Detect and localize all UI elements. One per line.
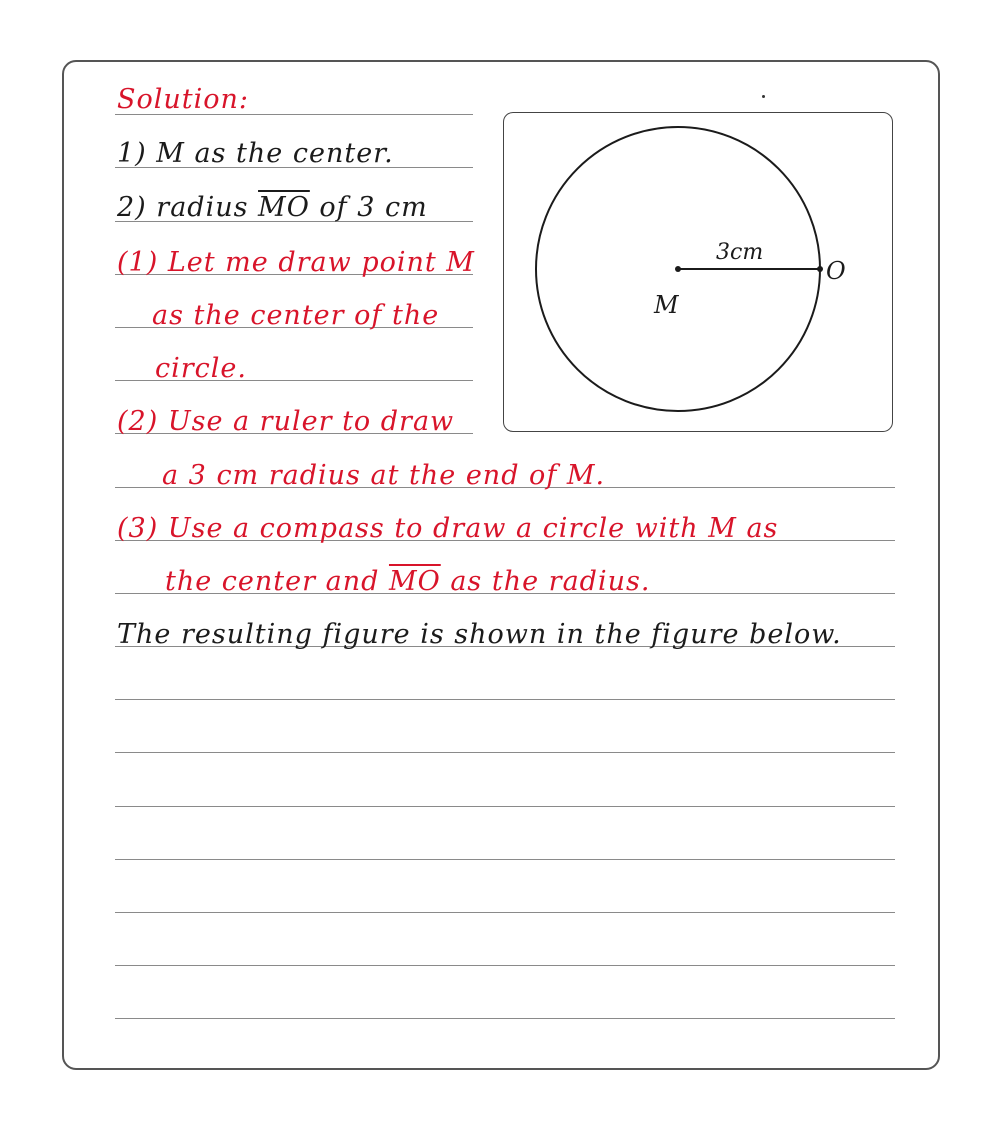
step-2-line-2: a 3 cm radius at the end of M. <box>162 460 606 491</box>
step-1-line-2: as the center of the <box>152 300 440 331</box>
radius-label: 3cm <box>716 240 764 265</box>
center-point-m <box>675 266 681 272</box>
result-sentence: The resulting figure is shown in the figure below. <box>117 619 842 650</box>
rule-line <box>115 965 895 966</box>
circle-figure <box>504 113 894 433</box>
step-3-line-2 <box>165 568 650 595</box>
step-3-line-1: (3) Use a compass to draw a circle with M as <box>117 513 779 544</box>
rule-line <box>115 752 895 753</box>
segment-mo-label: $\overline{MO}$ <box>388 566 441 597</box>
figure-box <box>503 112 893 432</box>
given-radius <box>117 194 428 221</box>
endpoint-o <box>817 266 823 272</box>
step-1-line-3: circle. <box>155 353 247 384</box>
given-center: 1) M as the center. <box>117 138 394 169</box>
rule-line <box>115 699 895 700</box>
given-radius-suffix: of 3 cm <box>309 192 428 223</box>
step-3-line-2-prefix: the center and <box>165 566 389 597</box>
step-2-line-1: (2) Use a ruler to draw <box>117 406 455 437</box>
given-radius-prefix: 2) radius <box>117 192 259 223</box>
step-1-line-1: (1) Let me draw point M <box>117 247 475 278</box>
step-3-line-2-suffix: as the radius. <box>440 566 651 597</box>
rule-line <box>115 1018 895 1019</box>
center-label-m: M <box>654 291 679 319</box>
rule-line <box>115 806 895 807</box>
rule-line <box>115 912 895 913</box>
segment-mo-label: $\overline{MO}$ <box>258 192 310 223</box>
solution-heading: Solution: <box>117 84 250 115</box>
end-label-o: O <box>826 257 846 285</box>
rule-line <box>115 859 895 860</box>
ink-speck <box>762 95 765 98</box>
